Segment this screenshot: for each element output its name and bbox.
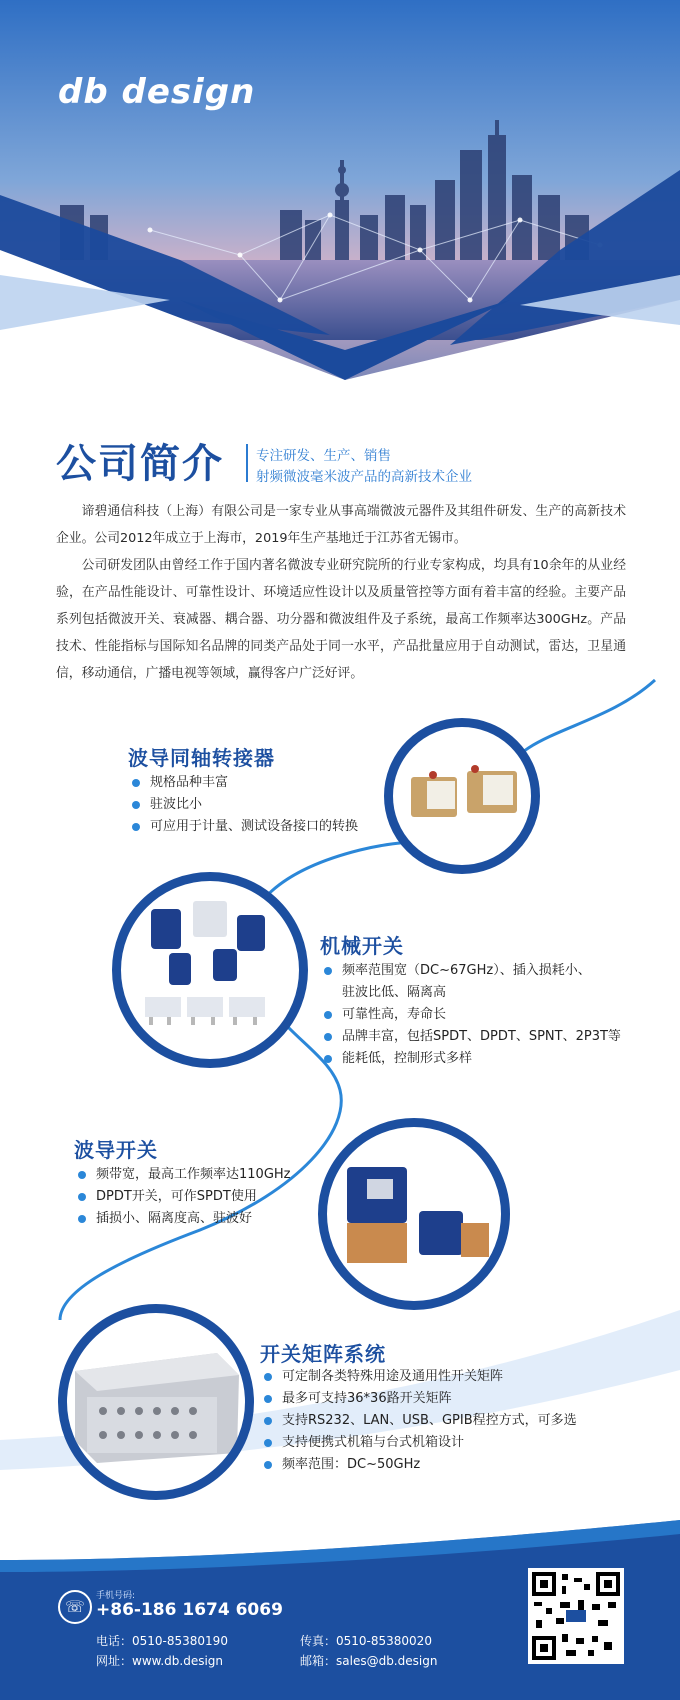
product-title-waveguide-switch: 波导开关 (74, 1138, 158, 1162)
mobile-number[interactable]: +86-186 1674 6069 (96, 1600, 283, 1620)
phone-icon: ☏ (58, 1590, 92, 1624)
page-title: 公司简介 (56, 441, 224, 487)
list-item: 可应用于计量、测试设备接口的转换 (128, 816, 358, 838)
list-item: 可靠性高，寿命长 (320, 1004, 621, 1026)
mechanical-switch-photo (112, 872, 308, 1068)
list-item: DPDT开关，可作SPDT使用 (74, 1186, 291, 1208)
qr-code-icon (528, 1568, 624, 1664)
waveguide-coax-adapter-photo (384, 718, 540, 874)
product-bullets-switch-matrix (260, 1366, 577, 1476)
product-title-mechanical-switch: 机械开关 (320, 934, 404, 958)
product-bullets-mechanical-switch (320, 960, 621, 1070)
list-item: 能耗低，控制形式多样 (320, 1048, 621, 1070)
tel-info: 电话：0510-85380190 (96, 1634, 228, 1648)
list-item: 支持RS232、LAN、USB、GPIB程控方式，可多选 (260, 1410, 577, 1432)
product-bullets-waveguide-switch (74, 1164, 291, 1230)
list-item: 最多可支持36*36路开关矩阵 (260, 1388, 577, 1410)
list-item: 规格品种丰富 (128, 772, 358, 794)
fax-info: 传真：0510-85380020 (300, 1634, 432, 1648)
list-item: 品牌丰富，包括SPDT、DPDT、SPNT、2P3T等 (320, 1026, 621, 1048)
city-skyline-image (0, 0, 680, 400)
intro-paragraph-2: 公司研发团队由曾经工作于国内著名微波专业研究院所的行业专家构成，均具有10余年的从业经验，在产品性能设计、可靠性设计、环境适应性设计以及质量管控等方面有着丰富的经验。主要产品系列包括微波开关、衰减器、耦合器、功分器和微波组件及子系统，最高工作频率达300GHz。产品技术、性能指标与国际知名品牌的同类产品处于同一水平，产品批量应用于自动测试，雷达，卫星通信，移动通信，广播电视等领域，赢得客户广泛好评。 (56, 558, 626, 681)
company-intro (56, 498, 626, 687)
waveguide-switch-photo (318, 1118, 510, 1310)
list-item: 驻波比低、隔离高 (342, 985, 447, 1000)
mobile-label: 手机号码: (96, 1591, 136, 1601)
list-item: 频带宽，最高工作频率达110GHz (74, 1164, 291, 1186)
product-title-switch-matrix: 开关矩阵系统 (260, 1342, 386, 1366)
list-item: 频率范围：DC~50GHz (260, 1454, 577, 1476)
subtitle-line-2: 射频微波毫米波产品的高新技术企业 (256, 469, 472, 485)
list-item: 驻波比小 (128, 794, 358, 816)
product-title-waveguide-coax: 波导同轴转接器 (128, 746, 275, 770)
list-item: 可定制各类特殊用途及通用性开关矩阵 (260, 1366, 577, 1388)
switch-matrix-photo (58, 1304, 254, 1500)
subtitle-line-1: 专注研发、生产、销售 (256, 448, 391, 464)
list-item: 插损小、隔离度高、驻波好 (74, 1208, 291, 1230)
list-item: 支持便携式机箱与台式机箱设计 (260, 1432, 577, 1454)
title-divider (246, 444, 248, 482)
website-link[interactable]: 网址：www.db.design (96, 1654, 224, 1668)
product-bullets-waveguide-coax (128, 772, 358, 838)
list-item: 频率范围宽（DC~67GHz）、插入损耗小、 (320, 960, 621, 982)
hero-banner (0, 0, 680, 400)
intro-paragraph-1: 谛碧通信科技（上海）有限公司是一家专业从事高端微波元器件及其组件研发、生产的高新技术企业。公司2012年成立于上海市，2019年生产基地迁于江苏省无锡市。 (56, 504, 626, 546)
brand-logo: db design (58, 72, 256, 112)
email-link[interactable]: 邮箱：sales@db.design (300, 1654, 438, 1668)
